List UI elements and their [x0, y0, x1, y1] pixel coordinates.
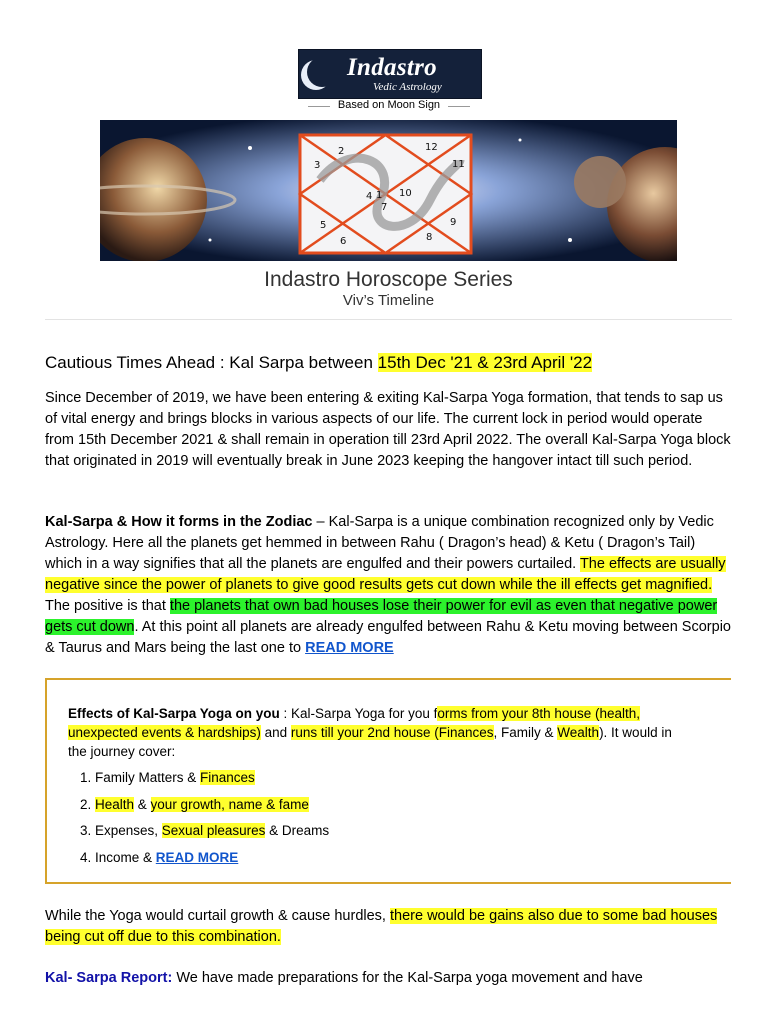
- house-number-7: 7: [381, 202, 388, 213]
- house-number-8: 8: [426, 232, 433, 243]
- divider: [45, 319, 732, 320]
- kundli-chart: [300, 135, 471, 253]
- list-item-highlight: Finances: [200, 770, 255, 785]
- effects-text-4: ). It would in the journey cover:: [68, 725, 672, 759]
- effects-heading: Effects of Kal-Sarpa Yoga on you: [68, 706, 280, 721]
- gains-paragraph: [45, 906, 735, 948]
- series-title: Indastro Horoscope Series: [264, 268, 513, 291]
- list-item-text: Income &: [95, 849, 156, 865]
- series-subtitle: Viv’s Timeline: [342, 292, 435, 309]
- report-paragraph: [45, 968, 735, 989]
- list-item: [95, 795, 329, 814]
- banner-illustration: [100, 120, 677, 261]
- logo-badge: [298, 49, 482, 99]
- house-number-11: 11: [452, 159, 465, 170]
- intro-paragraph: Since December of 2019, we have been entering & exiting Kal-Sarpa Yoga formation, that tends to sap us of vital energy and brings blocks in various aspects of our life. The current lock in period would operate from 15th December 2021 & shall remain in operation till 23rd April 2022. The overall Kal-Sarpa Yoga block that originated in 2019 will eventually break in June 2023 keeping the hangover intact till such period.: [45, 390, 731, 469]
- logo-subtitle: Vedic Astrology: [373, 81, 442, 93]
- effects-highlight-2: runs till your 2nd house (Finances: [290, 725, 494, 740]
- effects-highlight-1: orms from your 8th house (health, unexpected events & hardships): [68, 706, 640, 740]
- zodiac-text-3: . At this point all planets are already engulfed between Rahu & Ketu moving between Scorpio & Taurus and Mars being the last one to: [45, 619, 731, 656]
- headline-dates: 15th Dec '21 & 23rd April '22: [377, 353, 593, 372]
- list-item: [95, 768, 329, 787]
- report-text: We have made preparations for the Kal-Sarpa yoga movement and have: [172, 970, 643, 986]
- zodiac-heading: Kal-Sarpa & How it forms in the Zodiac: [45, 514, 313, 530]
- zodiac-text-1: – Kal-Sarpa is a unique combination recognized only by Vedic Astrology. Here all the planets get hemmed in between Rahu ( Dragon’s head) & Ketu ( Dragon’s Tail) which in a way signifies that all the planets are engulfed and their powers curtailed.: [45, 514, 714, 572]
- effects-intro: [68, 704, 693, 761]
- house-number-6: 6: [340, 236, 347, 247]
- logo-name: Indastro: [347, 54, 437, 81]
- effects-highlight-3: Wealth: [557, 725, 600, 740]
- moon-icon: [307, 57, 337, 87]
- list-item: [95, 821, 329, 840]
- zodiac-text-2: The positive is that: [45, 598, 170, 614]
- house-number-9: 9: [450, 217, 457, 228]
- zodiac-highlight-2: the planets that own bad houses lose their power for evil as even that negative power gets cut down: [45, 598, 718, 635]
- effects-text-3: , Family &: [493, 725, 558, 740]
- gains-highlight: there would be gains also due to some bad houses being cut off due to this combination.: [45, 908, 718, 945]
- list-item-text: Family Matters &: [95, 770, 201, 785]
- zodiac-highlight-1: The effects are usually negative since the power of planets to give good results gets cut down while the ill effects get magnified.: [45, 556, 726, 593]
- zodiac-paragraph: [45, 512, 735, 659]
- list-item: [95, 848, 329, 867]
- house-number-5: 5: [320, 220, 327, 231]
- read-more-link[interactable]: READ MORE: [155, 849, 239, 865]
- list-item-highlight: Health: [95, 796, 135, 812]
- effects-list: [68, 768, 329, 874]
- headline-text: Cautious Times Ahead : Kal Sarpa between: [45, 353, 378, 372]
- house-number-2: 2: [338, 146, 345, 157]
- house-number-1: 1: [376, 190, 383, 201]
- effects-text-1: : Kal-Sarpa Yoga for you f: [279, 706, 438, 721]
- horoscope-banner: [100, 120, 677, 261]
- effects-text-2: and: [260, 725, 291, 740]
- headline: [45, 353, 745, 373]
- gains-text: While the Yoga would curtail growth & cause hurdles,: [45, 908, 390, 924]
- report-label: Kal- Sarpa Report:: [45, 970, 173, 986]
- logo-tagline: Based on Moon Sign: [298, 99, 480, 111]
- read-more-link[interactable]: READ MORE: [305, 640, 394, 656]
- list-item-text: Expenses,: [95, 823, 162, 838]
- house-number-12: 12: [425, 142, 438, 153]
- list-item-highlight: Sexual pleasures: [161, 823, 266, 838]
- house-number-4: 4: [366, 191, 373, 202]
- effects-box: [45, 678, 731, 884]
- list-item-text: &: [134, 796, 151, 812]
- house-number-3: 3: [314, 160, 321, 171]
- list-item-highlight: your growth, name & fame: [150, 796, 309, 812]
- list-item-text: & Dreams: [265, 823, 330, 838]
- logo[interactable]: [298, 49, 480, 113]
- house-number-10: 10: [399, 188, 412, 199]
